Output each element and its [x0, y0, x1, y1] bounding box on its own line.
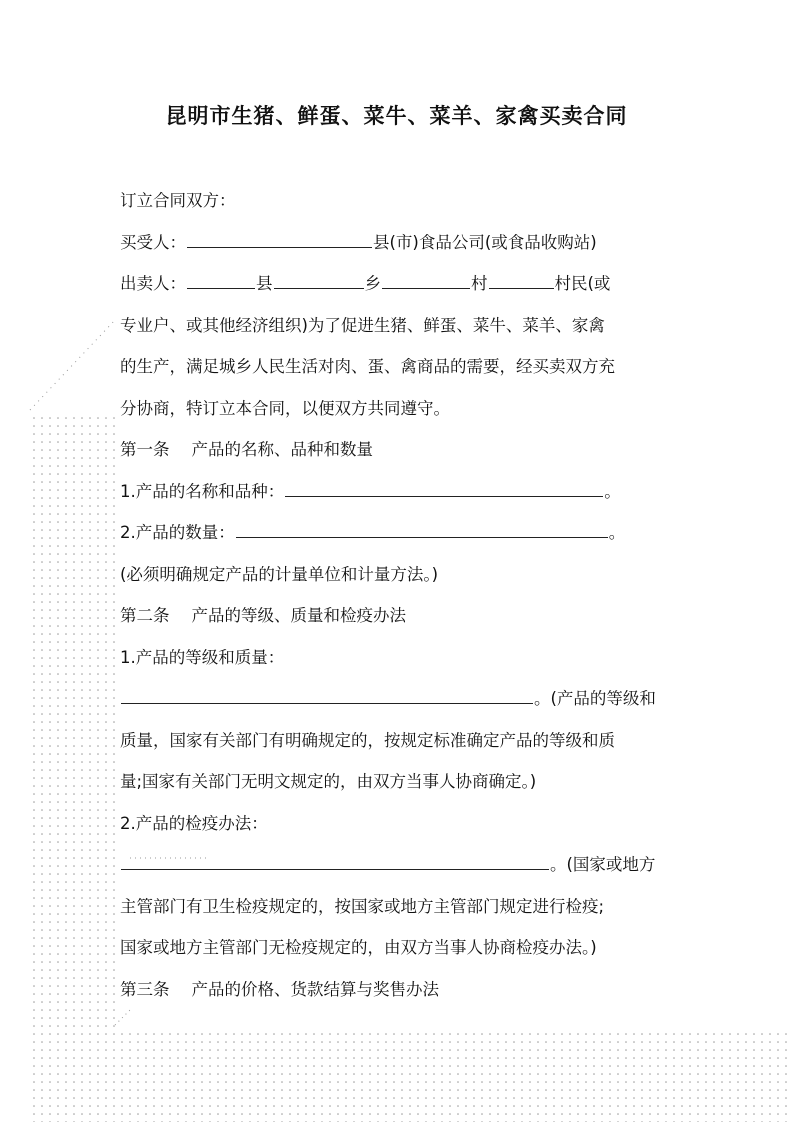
article1-heading	[120, 434, 680, 476]
article1-number: 第一条	[120, 440, 170, 459]
seller-village-label: 村	[471, 274, 488, 293]
quarantine-method-blank[interactable]	[121, 851, 549, 870]
seller-line	[120, 268, 680, 310]
parties-intro: 订立合同双方：	[120, 191, 236, 210]
article3-heading	[120, 974, 680, 1016]
product-name-variety-blank[interactable]	[285, 478, 603, 497]
article2-item2-note-1: 。(国家或地方	[550, 855, 656, 874]
article2-item2-note-3: 国家或地方主管部门无检疫规定的，由双方当事人协商检疫办法。)	[120, 938, 597, 957]
preamble-line-1: 专业户、或其他经济组织)为了促进生猪、鲜蛋、菜牛、菜羊、家禽	[120, 315, 605, 335]
article2-item2-note-2: 主管部门有卫生检疫规定的，按国家或地方主管部门规定进行检疫;	[120, 896, 605, 916]
article2-item1-note-1: 。(产品的等级和	[534, 689, 656, 708]
buyer-line	[120, 227, 680, 269]
article1-item2	[120, 517, 680, 559]
article2-item1-note-2: 质量，国家有关部门有明确规定的，按规定标准确定产品的等级和质	[120, 730, 615, 750]
article3-number: 第三条	[120, 979, 170, 999]
article1-item1-label: 1.产品的名称和品种：	[120, 481, 285, 501]
article1-item1	[120, 476, 680, 518]
preamble-line-3: 分协商，特订立本合同，以便双方共同遵守。	[120, 398, 450, 418]
article2-item1: 1.产品的等级和质量：	[120, 647, 285, 667]
seller-county-label: 县	[256, 274, 273, 293]
contract-body	[120, 185, 680, 1015]
article2-item2-fill	[120, 849, 680, 891]
seller-villager-blank[interactable]	[489, 270, 554, 289]
article1-note: (必须明确规定产品的计量单位和计量方法。)	[120, 564, 439, 584]
seller-township-blank[interactable]	[274, 270, 364, 289]
article2-heading	[120, 600, 680, 642]
buyer-label: 买受人：	[120, 232, 186, 252]
seller-villager-label: 村民(或	[554, 274, 611, 293]
seller-township-label: 乡	[364, 274, 381, 293]
article2-number: 第二条	[120, 606, 170, 625]
article1-item1-end: 。	[604, 481, 621, 501]
buyer-name-blank[interactable]	[187, 229, 372, 248]
article2-item1-fill	[120, 683, 680, 725]
grade-quality-blank[interactable]	[121, 685, 533, 704]
article1-title: 产品的名称、品种和数量	[191, 440, 373, 459]
seller-label: 出卖人：	[120, 274, 186, 293]
article2-item1-note-3: 量;国家有关部门无明文规定的，由双方当事人协商确定。)	[120, 772, 537, 791]
article1-item2-label: 2.产品的数量：	[120, 523, 235, 542]
buyer-suffix: 县(市)食品公司(或食品收购站)	[373, 232, 597, 252]
article2-title: 产品的等级、质量和检疫办法	[191, 606, 406, 625]
product-quantity-blank[interactable]	[236, 519, 608, 538]
article3-title: 产品的价格、货款结算与奖售办法	[191, 979, 439, 999]
seller-county-blank[interactable]	[187, 270, 255, 289]
article2-item2: 2.产品的检疫办法：	[120, 813, 268, 833]
contract-title: 昆明市生猪、鲜蛋、菜牛、菜羊、家禽买卖合同	[165, 104, 628, 128]
preamble-line-2: 的生产，满足城乡人民生活对肉、蛋、禽商品的需要，经买卖双方充	[120, 357, 615, 376]
seller-village-blank[interactable]	[382, 270, 470, 289]
article1-item2-end: 。	[608, 523, 626, 542]
